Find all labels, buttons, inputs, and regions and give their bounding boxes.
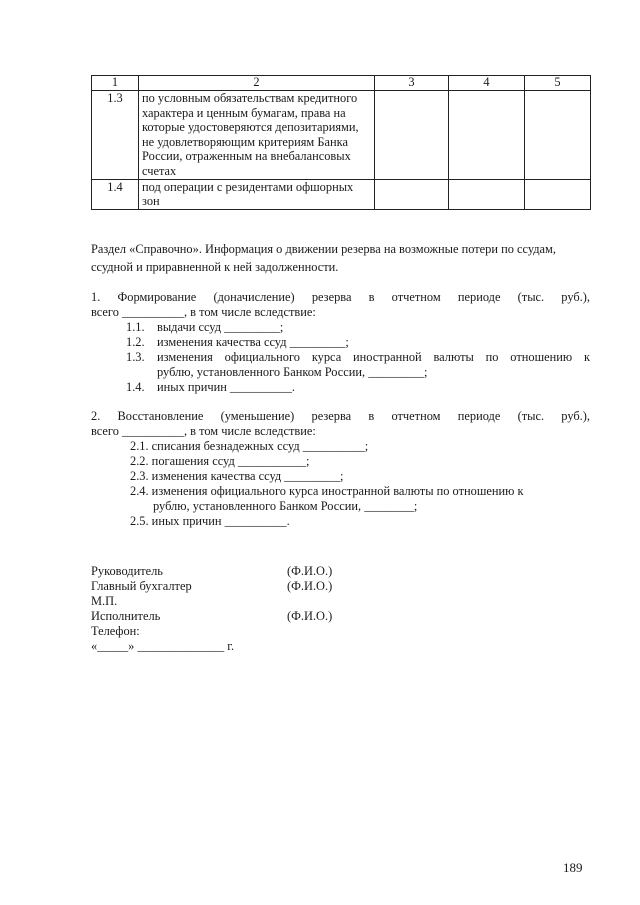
row-description [139,91,375,180]
row-number: 1.3 [92,91,139,180]
part1-intro: 1. Формирование (доначисление) резерва в отчетном периоде (тыс. руб.), [91,290,590,304]
page-number: 189 [563,860,583,875]
row-description [139,179,375,209]
section-heading-line: ссудной и приравненной к ней задолженности. [91,260,339,274]
table-header-cell: 1 [92,76,139,91]
empty-cell [449,91,525,180]
row-description-line: зон [142,194,160,209]
table-header-cell: 3 [375,76,449,91]
part2-intro-total: всего __________, в том числе вследствие: [91,424,316,438]
signature-head-label: Руководитель [91,564,163,578]
empty-cell [525,91,591,180]
list-item-text: 2.5. иных причин __________. [130,514,290,528]
row-description-line: России, отраженным на внебалансовых [142,149,351,164]
list-item-text: 2.2. погашения ссуд ___________; [130,454,310,468]
list-item-number: 1.3. [126,350,145,364]
list-item-text: иных причин __________. [157,380,295,394]
signature-accountant-label: Главный бухгалтер [91,579,192,593]
table-header-cell: 4 [449,76,525,91]
table-row [92,179,591,209]
row-description-line: которые удостоверяются депозитариями, [142,120,359,135]
empty-cell [449,179,525,209]
signature-executor-fio: (Ф.И.О.) [287,609,333,623]
row-number: 1.4 [92,179,139,209]
list-item-text-continuation: рублю, установленного Банком России, _________; [157,365,428,379]
table-header-row [92,76,591,91]
list-item-number: 1.4. [126,380,145,394]
signature-accountant-fio: (Ф.И.О.) [287,579,333,593]
empty-cell [375,91,449,180]
phone-label: Телефон: [91,624,140,638]
stamp-place-label: М.П. [91,594,118,608]
signature-executor-label: Исполнитель [91,609,161,623]
row-description-line: не удовлетворяющим критериям Банка [142,134,348,149]
table-header-cell: 2 [139,76,375,91]
table-row [92,91,591,180]
list-item-text: 2.3. изменения качества ссуд _________; [130,469,344,483]
part2-intro: 2. Восстановление (уменьшение) резерва в отчетном периоде (тыс. руб.), [91,409,590,423]
list-item-number: 1.1. [126,320,145,334]
list-item-text: изменения качества ссуд _________; [157,335,349,349]
list-item-text: изменения официального курса иностранной валюты по отношению к [157,350,590,364]
list-item-text: выдачи ссуд _________; [157,320,284,334]
row-description-line: по условным обязательствам кредитного [142,91,358,105]
part1-intro-total: всего __________, в том числе вследствие: [91,305,316,319]
table-header-cell: 5 [525,76,591,91]
row-description-line: характера и ценным бумагам, права на [142,105,346,120]
list-item-text-continuation: рублю, установленного Банком России, ________; [153,499,418,513]
empty-cell [375,179,449,209]
reserve-table [91,75,591,210]
list-item-text: 2.1. списания безнадежных ссуд __________; [130,439,369,453]
signature-head-fio: (Ф.И.О.) [287,564,333,578]
empty-cell [525,179,591,209]
date-line: «_____» ______________ г. [91,639,235,653]
list-item-number: 1.2. [126,335,145,349]
row-description-line: счетах [142,163,177,178]
list-item-text: 2.4. изменения официального курса иностранной валюты по отношению к [130,484,524,498]
section-heading-line: Раздел «Справочно». Информация о движении резерва на возможные потери по ссудам, [91,242,556,256]
row-description-line: под операции с резидентами офшорных [142,179,354,194]
